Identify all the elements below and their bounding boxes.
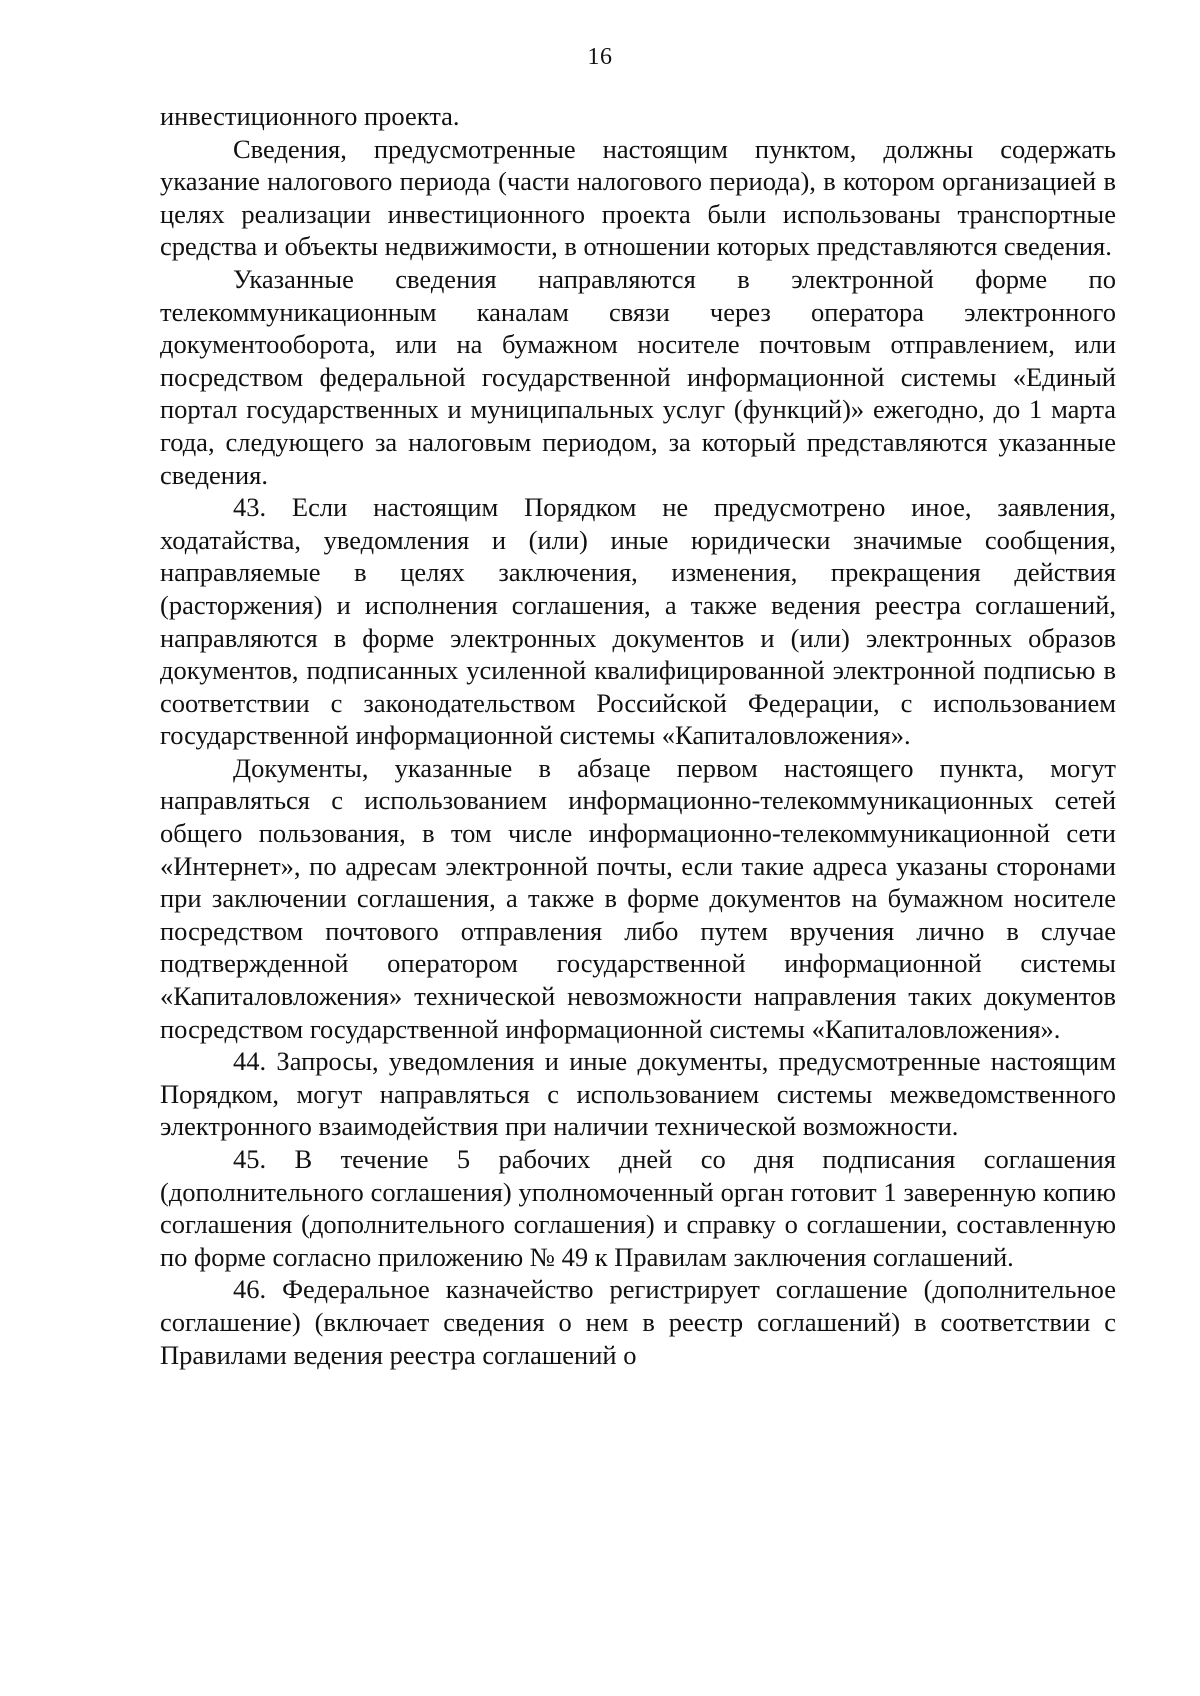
page-number: 16 <box>587 44 613 70</box>
paragraph-submission-method: Указанные сведения направляются в электронной форме по телекоммуникационным каналам связи через оператора электронного документооборота, или на бумажном носителе почтовым отправлением, или посредством федеральной государственной информационной системы «Единый портал государственных и муниципальных услуг (функций)» ежегодно, до 1 марта года, следующего за налоговым периодом, за который представляются указанные сведения. <box>160 263 1116 490</box>
paragraph-44: 44. Запросы, уведомления и иные документы, предусмотренные настоящим Порядком, могут направляться с использованием системы межведомственного электронного взаимодействия при наличии технической возможности. <box>160 1046 1116 1142</box>
paragraph-43-documents: Документы, указанные в абзаце первом настоящего пункта, могут направляться с использованием информационно-телекоммуникационных сетей общего пользования, в том числе информационно-телекоммуникационной сети «Интернет», по адресам электронной почты, если такие адреса указаны сторонами при заключении соглашения, а также в форме документов на бумажном носителе посредством почтового отправления либо путем вручения лично в случае подтвержденной оператором государственной информационной системы «Капиталовложения» технической невозможности направления таких документов посредством государственной информационной системы «Капиталовложения». <box>160 752 1116 1044</box>
paragraph-information-content: Сведения, предусмотренные настоящим пунктом, должны содержать указание налогового периода (части налогового периода), в котором организацией в целях реализации инвестиционного проекта были использованы транспортные средства и объекты недвижимости, в отношении которых представляются сведения. <box>160 133 1116 262</box>
paragraph-46: 46. Федеральное казначейство регистрирует соглашение (дополнительное соглашение) (включает сведения о нем в реестр соглашений) в соответствии с Правилами ведения реестра соглашений о <box>160 1274 1116 1370</box>
document-body <box>160 100 1116 1371</box>
paragraph-continuation: инвестиционного проекта. <box>160 101 460 131</box>
paragraph-43: 43. Если настоящим Порядком не предусмотрено иное, заявления, ходатайства, уведомления и (или) иные юридически значимые сообщения, направляемые в целях заключения, изменения, прекращения действия (расторжения) и исполнения соглашения, а также ведения реестра соглашений, направляются в форме электронных документов и (или) электронных образов документов, подписанных усиленной квалифицированной электронной подписью в соответствии с законодательством Российской Федерации, с использованием государственной информационной системы «Капиталовложения». <box>160 492 1116 751</box>
paragraph-45: 45. В течение 5 рабочих дней со дня подписания соглашения (дополнительного соглашения) уполномоченный орган готовит 1 заверенную копию соглашения (дополнительного соглашения) и справку о соглашении, составленную по форме согласно приложению № 49 к Правилам заключения соглашений. <box>160 1144 1116 1272</box>
